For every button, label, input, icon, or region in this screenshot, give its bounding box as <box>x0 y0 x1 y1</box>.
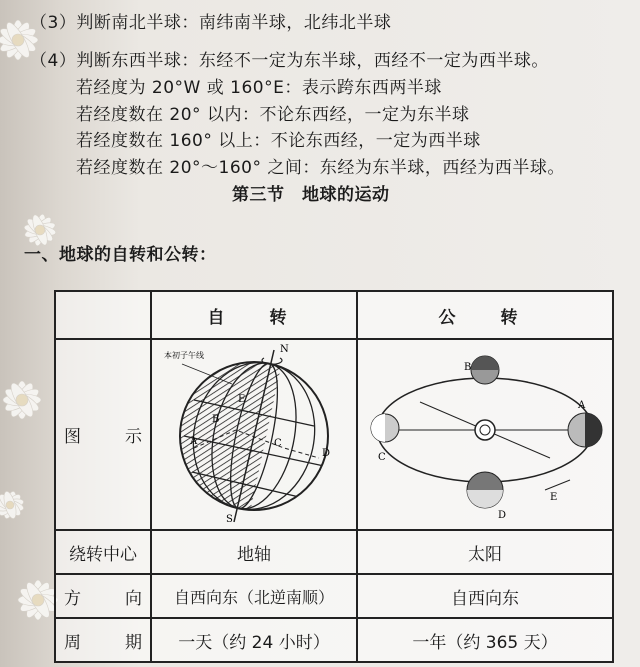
rev-point-d: D <box>498 510 507 521</box>
table-row-center <box>55 530 613 574</box>
rotation-center: 地轴 <box>151 530 357 574</box>
label-center: 绕转中心 <box>55 530 151 574</box>
label-direction: 方 向 <box>55 574 151 618</box>
text-line-2: （4）判断东西半球：东经不一定为东半球，西经不一定为西半球。 <box>30 51 549 71</box>
revolution-center: 太阳 <box>357 530 613 574</box>
point-c: C <box>274 438 282 449</box>
rotation-diagram <box>154 340 354 524</box>
point-a: A <box>190 436 198 447</box>
point-b: B <box>212 414 220 425</box>
text-line-5: 若经度数在 160° 以上：不论东西经，一定为西半球 <box>76 131 481 151</box>
table-row-diagram <box>55 339 613 530</box>
rev-point-b: B <box>464 362 472 373</box>
subheading: 一、地球的自转和公转： <box>24 245 217 265</box>
rotation-diagram-cell <box>151 339 357 530</box>
label-diagram: 图 示 <box>55 339 151 530</box>
rev-point-e: E <box>550 492 558 503</box>
south-label: S <box>226 514 233 524</box>
table-header-row <box>55 291 613 339</box>
text-line-4: 若经度数在 20° 以内：不论东西经，一定为东半球 <box>76 105 470 125</box>
revolution-direction: 自西向东 <box>357 574 613 618</box>
revolution-diagram-cell <box>357 339 613 530</box>
header-rotation: 自 转 <box>151 291 357 339</box>
section-title: 第三节 地球的运动 <box>232 185 390 205</box>
table-corner-cell <box>55 291 151 339</box>
north-label: N <box>280 344 289 355</box>
rotation-direction: 自西向东（北逆南顺） <box>151 574 357 618</box>
text-line-1: （3）判断南北半球：南纬南半球，北纬北半球 <box>30 13 392 33</box>
text-line-3: 若经度为 20°W 或 160°E：表示跨东西两半球 <box>76 78 442 98</box>
revolution-diagram <box>360 340 610 524</box>
point-d: D <box>322 448 331 459</box>
label-period: 周 期 <box>55 618 151 662</box>
table-row-period <box>55 618 613 662</box>
rotation-period: 一天（约 24 小时） <box>151 618 357 662</box>
rev-point-a: A <box>578 400 586 411</box>
text-line-6: 若经度数在 20°～160° 之间：东经为东半球，西经为西半球。 <box>76 158 565 178</box>
header-revolution: 公 转 <box>357 291 613 339</box>
comparison-table <box>54 290 614 663</box>
table-row-direction <box>55 574 613 618</box>
rev-point-c: C <box>378 452 386 463</box>
revolution-period: 一年（约 365 天） <box>357 618 613 662</box>
meridian-label: 本初子午线 <box>164 351 204 360</box>
point-e: E <box>238 394 246 405</box>
